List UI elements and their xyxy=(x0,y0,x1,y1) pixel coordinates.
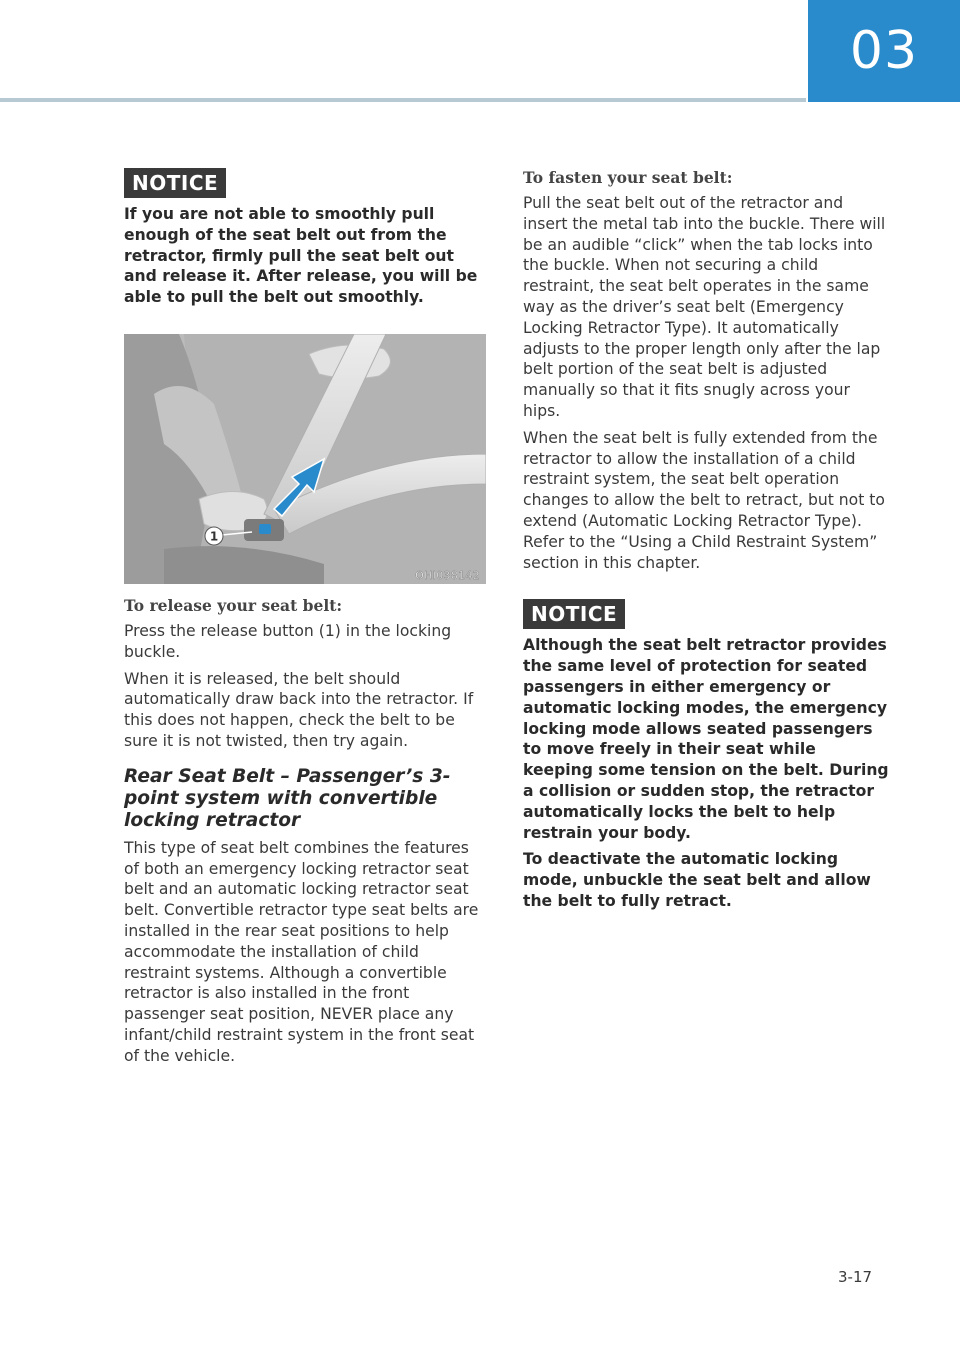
fasten-p2: When the seat belt is fully extended from the retractor to allow the installation of a child restraint system, the seat belt operation changes to allow the belt to retract, but not to extend (Automatic Locking Retractor Type). Refer to the “Using a Child Restraint System” section in this chapter. xyxy=(523,428,885,572)
page-number: 3-17 xyxy=(838,1268,873,1286)
right-column xyxy=(523,168,889,912)
chapter-tab: 03 xyxy=(808,0,960,102)
fasten-p1: Pull the seat belt out of the retractor and insert the metal tab into the buckle. There will be an audible “click” when the tab locks into the buckle. When not securing a child restraint, the seat belt operates in the same way as the driver’s seat belt (Emergency Locking Retractor Type). It automatically adjusts to the proper length only after the lap belt portion of the seat belt is adjusted manually so that it fits snugly across your hips. xyxy=(523,194,886,420)
notice2-p1: Although the seat belt retractor provides the same level of protection for seated passengers in either emergency or automatic locking modes, the emergency locking mode allows seated passengers to move freely in their seat while keeping some tension on the belt. During a collision or sudden stop, the retractor automatically locks the belt to help restrain your body. xyxy=(523,636,889,842)
fasten-heading: To fasten your seat belt: xyxy=(523,168,733,187)
figure-code: OHI038142 xyxy=(415,568,480,582)
notice-text: If you are not able to smoothly pull enough of the seat belt out from the retractor, firmly pull the seat belt out and release it. After release, you will be able to pull the belt out smoothly. xyxy=(124,205,478,307)
notice-label: NOTICE xyxy=(124,168,226,198)
callout-1: 1 xyxy=(209,529,219,544)
seat-belt-illustration xyxy=(124,334,486,584)
notice-label-2: NOTICE xyxy=(523,599,625,629)
release-p2: When it is released, the belt should automatically draw back into the retractor. If this does not happen, check the belt to be sure it is not twisted, then try again. xyxy=(124,669,474,750)
notice2-p2: To deactivate the automatic locking mode, unbuckle the seat belt and allow the belt to fully retract. xyxy=(523,850,871,910)
rear-seat-p1: This type of seat belt combines the features of both an emergency locking retractor seat belt and an automatic locking retractor seat belt. Convertible retractor type seat belts are installed in the rear seat positions to help accommodate the installation of child restraint systems. Although a convertible retractor is also installed in the front passenger seat position, NEVER place any infant/child restraint system in the front seat of the vehicle. xyxy=(124,838,479,1065)
left-column xyxy=(124,168,486,1073)
release-p1: Press the release button (1) in the locking buckle. xyxy=(124,621,452,661)
header-rule xyxy=(0,98,806,102)
seat-belt-figure xyxy=(124,334,486,584)
rear-seat-heading: Rear Seat Belt – Passenger’s 3-point system with convertible locking retractor xyxy=(124,765,451,831)
release-heading: To release your seat belt: xyxy=(124,595,343,615)
